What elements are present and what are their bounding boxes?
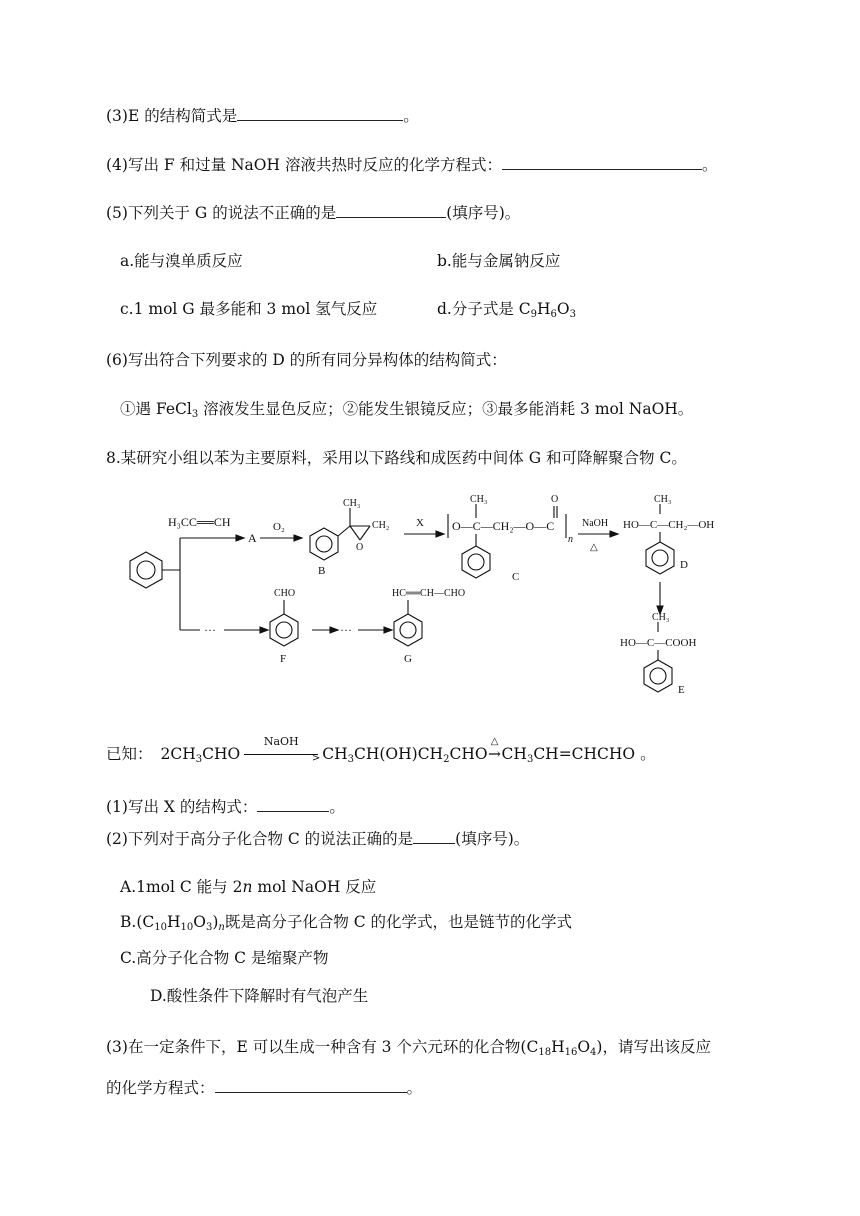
option-8-2-B: $B.(C_{10}H_{10}O_3)_n$既是高分子化合物 C 的化学式，也是链节的化学式 bbox=[120, 913, 573, 933]
benzene-ring-start bbox=[130, 552, 162, 588]
compound-G bbox=[392, 588, 465, 646]
label-D: D bbox=[680, 559, 688, 571]
propyne-label: H₃CC══CH bbox=[168, 515, 231, 529]
svg-text:···: ··· bbox=[204, 623, 216, 637]
question-6: (6)写出符合下列要求的 D 的所有同分异构体的结构简式： bbox=[106, 351, 507, 369]
naoh-arrow: NaOH > bbox=[240, 744, 322, 764]
svg-text:O—C—CH₂—O—C: O—C—CH₂—O—C bbox=[452, 519, 555, 533]
svg-text:HO—C—CH₂—OH: HO—C—CH₂—OH bbox=[623, 519, 715, 531]
svg-text:HC══CH—CHO: HC══CH—CHO bbox=[392, 588, 466, 599]
question-3-e: (3)E 的结构简式是 。 bbox=[106, 107, 419, 125]
question-4-f: (4)写出 F 和过量 NaOH 溶液共热时反应的化学方程式： 。 bbox=[106, 156, 718, 174]
answer-blank[interactable] bbox=[215, 1078, 407, 1093]
svg-text:CH₃: CH₃ bbox=[470, 494, 488, 505]
svg-text:CH₃: CH₃ bbox=[652, 612, 670, 623]
label-F: F bbox=[280, 653, 287, 665]
synthesis-scheme bbox=[118, 490, 738, 705]
option-8-2-C: C.高分子化合物 C 是缩聚产物 bbox=[120, 949, 329, 967]
x-label: X bbox=[416, 517, 424, 529]
svg-text:CHO: CHO bbox=[274, 588, 296, 599]
o2-label: O₂ bbox=[273, 521, 285, 533]
heat-arrow: △ → bbox=[488, 736, 502, 763]
question-6-conditions: ①遇 FeCl$_3$ 溶液发生显色反应；②能发生银镜反应；③最多能消耗 3 mol NaOH。 bbox=[120, 400, 694, 420]
known-equation: 已知： $2CH_3CHO$ NaOH > $CH_3CH(OH)CH_2CHO$ △ $\to CH_3CH=CHCHO$ 。 bbox=[106, 735, 656, 765]
svg-text:n: n bbox=[568, 534, 573, 545]
svg-text:CH₂: CH₂ bbox=[372, 520, 390, 531]
answer-blank[interactable] bbox=[336, 203, 446, 218]
svg-text:HO—C—COOH: HO—C—COOH bbox=[620, 637, 697, 649]
question-8-intro: 8.某研究小组以苯为主要原料，采用以下路线和成医药中间体 G 和可降解聚合物 C。 bbox=[106, 449, 687, 467]
compound-D bbox=[623, 504, 714, 574]
label-A: A bbox=[248, 531, 257, 545]
compound-F bbox=[270, 600, 298, 646]
question-8-3-cont: 的化学方程式： 。 bbox=[106, 1079, 423, 1097]
compound-C bbox=[448, 504, 566, 578]
option-d: d.分子式是 $C_9H_6O_3$ bbox=[437, 300, 577, 320]
label-C: C bbox=[512, 571, 520, 583]
svg-text:CH₃: CH₃ bbox=[654, 494, 672, 505]
question-5-g: (5)下列关于 G 的说法不正确的是 (填序号)。 bbox=[106, 204, 521, 222]
answer-blank[interactable] bbox=[413, 829, 455, 844]
option-c: c.1 mol G 最多能和 3 mol 氢气反应 bbox=[120, 300, 378, 318]
question-8-3: (3)在一定条件下，E 可以生成一种含有 3 个六元环的化合物$(C_{18}H_{16}O_4)$，请写出该反应 bbox=[106, 1038, 711, 1058]
question-8-2: (2)下列对于高分子化合物 C 的说法正确的是 (填序号)。 bbox=[106, 830, 530, 848]
option-8-2-A: A.1mol C 能与 2n mol NaOH 反应 bbox=[120, 878, 377, 896]
option-8-2-D: D.酸性条件下降解时有气泡产生 bbox=[150, 987, 369, 1005]
svg-text:CH₃: CH₃ bbox=[343, 498, 361, 509]
answer-blank[interactable] bbox=[257, 797, 329, 812]
question-8-1: (1)写出 X 的结构式： 。 bbox=[106, 798, 345, 816]
answer-blank[interactable] bbox=[237, 106, 403, 121]
option-b: b.能与金属钠反应 bbox=[437, 252, 561, 270]
label-G: G bbox=[404, 653, 412, 665]
svg-text:O: O bbox=[551, 494, 559, 505]
label-B: B bbox=[318, 565, 326, 577]
svg-text:NaOH: NaOH bbox=[582, 518, 609, 529]
svg-text:···: ··· bbox=[340, 623, 352, 637]
answer-blank[interactable] bbox=[502, 155, 702, 170]
option-a: a.能与溴单质反应 bbox=[120, 252, 243, 270]
compound-E bbox=[620, 622, 696, 692]
svg-text:△: △ bbox=[590, 542, 598, 553]
svg-text:O: O bbox=[356, 542, 364, 553]
label-E: E bbox=[678, 684, 685, 696]
